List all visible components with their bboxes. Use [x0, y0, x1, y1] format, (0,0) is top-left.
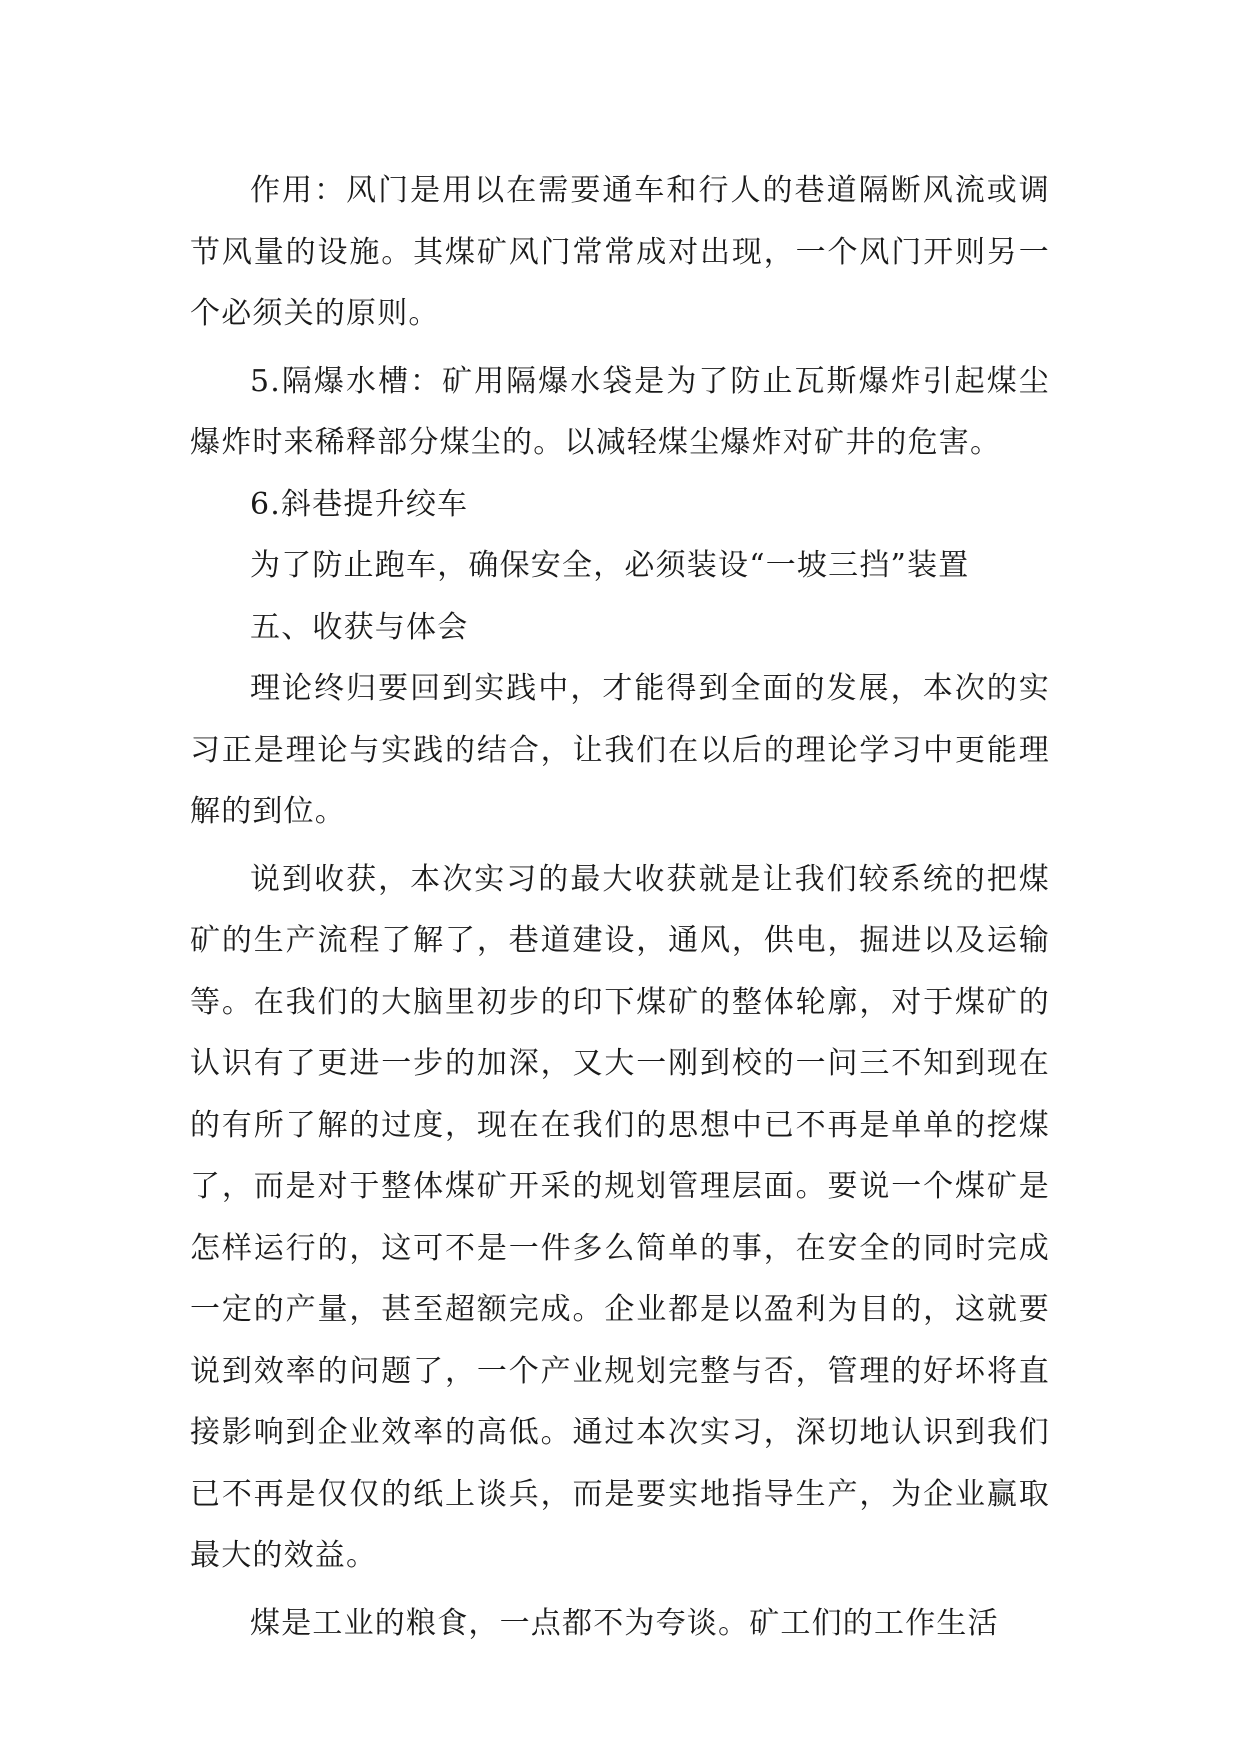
paragraph-incline-hoist-safety: 为了防止跑车，确保安全，必须装设“一坡三挡”装置 — [250, 548, 970, 583]
paragraph-explosion-water-trough: 5.隔爆水槽：矿用隔爆水袋是为了防止瓦斯爆炸引起煤尘爆炸时来稀释部分煤尘的。以减轻煤尘爆炸对矿井的危害。 — [190, 363, 1050, 460]
section-heading-gains: 五、收获与体会 — [250, 609, 469, 645]
paragraph-internship-gains: 说到收获，本次实习的最大收获就是让我们较系统的把煤矿的生产流程了解了，巷道建设，通风，供电，掘进以及运输等。在我们的大脑里初步的印下煤矿的整体轮廓，对于煤矿的认识有了更进一步的加深，又大一刚到校的一问三不知到现在的有所了解的过度，现在在我们的思想中已不再是单单的挖煤了，而是对于整体煤矿开采的规划管理层面。要说一个煤矿是怎样运行的，这可不是一件多么简单的事，在安全的同时完成一定的产量，甚至超额完成。企业都是以盈利为目的，这就要说到效率的问题了，一个产业规划完整与否，管理的好坏将直接影响到企业效率的高低。通过本次实习，深切地认识到我们已不再是仅仅的纸上谈兵，而是要实地指导生产，为企业赢取最大的效益。 — [190, 861, 1050, 1573]
paragraph-incline-hoist-heading: 6.斜巷提升绞车 — [250, 486, 469, 522]
paragraph-air-door-function: 作用：风门是用以在需要通车和行人的巷道隔断风流或调节风量的设施。其煤矿风门常常成对出现，一个风门开则另一个必须关的原则。 — [190, 173, 1050, 331]
document-body — [190, 160, 1050, 1654]
paragraph-coal-industry: 煤是工业的粮食，一点都不为夸谈。矿工们的工作生活 — [250, 1605, 999, 1641]
paragraph-theory-practice: 理论终归要回到实践中，才能得到全面的发展，本次的实习正是理论与实践的结合，让我们在以后的理论学习中更能理解的到位。 — [190, 671, 1050, 829]
